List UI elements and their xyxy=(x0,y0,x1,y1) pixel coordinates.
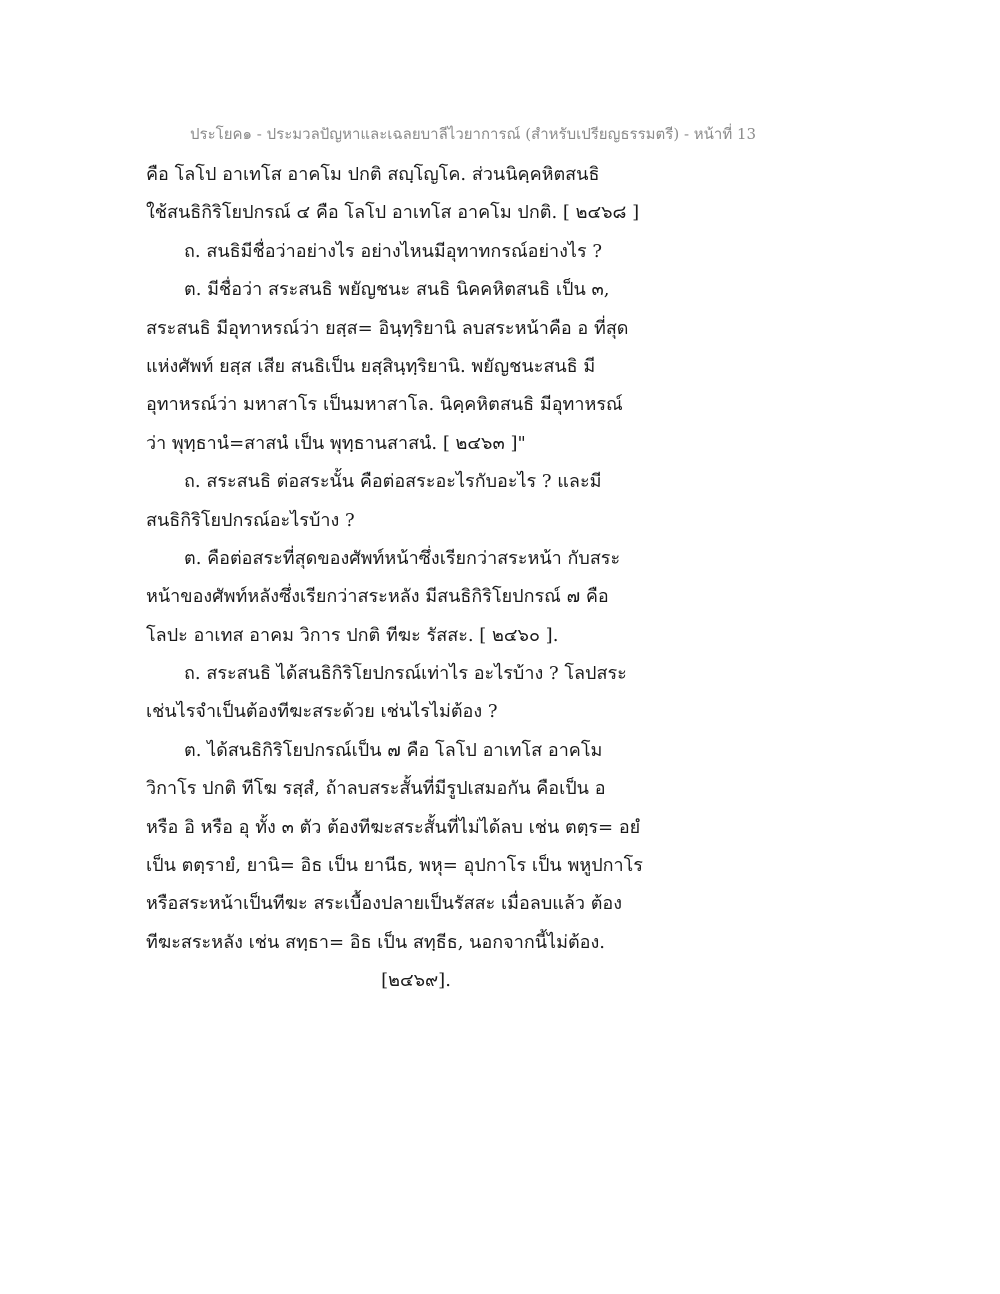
text-line: เช่นไรจำเป็นต้องทีฆะสระด้วย เช่นไรไม่ต้อง ? xyxy=(146,701,498,723)
text-line: หรือ อิ หรือ อุ ทั้ง ๓ ตัว ต้องทีฆะสระสั้นที่ไม่ได้ลบ เช่น ตตฺร= อยํ xyxy=(146,816,641,838)
text-line: ใช้สนธิกิริโยปกรณ์ ๔ คือ โลโป อาเทโส อาคโม ปกติ. [ ๒๔๖๘ ] xyxy=(146,202,640,224)
text-line: อุทาหรณ์ว่า มหาสาโร เป็นมหาสาโล. นิคฺคหิตสนธิ มีอุทาหรณ์ xyxy=(146,394,623,416)
text-line: สนธิกิริโยปกรณ์อะไรบ้าง ? xyxy=(146,509,355,531)
text-line: โลปะ อาเทส อาคม วิการ ปกติ ทีฆะ รัสสะ. [ ๒๔๖๐ ]. xyxy=(146,624,559,646)
text-line: หรือสระหน้าเป็นทีฆะ สระเบื้องปลายเป็นรัสสะ เมื่อลบแล้ว ต้อง xyxy=(146,893,622,915)
text-line: แห่งศัพท์ ยสฺส เสีย สนธิเป็น ยสฺสินฺทฺริยานิ. พยัญชนะสนธิ มี xyxy=(146,355,596,377)
body-text xyxy=(146,156,686,1001)
answer-line: ต. ได้สนธิกิริโยปกรณ์เป็น ๗ คือ โลโป อาเทโส อาคโม xyxy=(184,739,603,761)
text-line: ทีฆะสระหลัง เช่น สทฺธา= อิธ เป็น สทฺธีธ, นอกจากนี้ไม่ต้อง. xyxy=(146,931,605,953)
answer-line: ต. มีชื่อว่า สระสนธิ พยัญชนะ สนธิ นิคคหิตสนธิ เป็น ๓, xyxy=(184,279,610,301)
text-line: เป็น ตตฺรายํ, ยานิ= อิธ เป็น ยานีธ, พหุ= อุปกาโร เป็น พหูปกาโร xyxy=(146,855,643,877)
text-line: หน้าของศัพท์หลังซึ่งเรียกว่าสระหลัง มีสนธิกิริโยปกรณ์ ๗ คือ xyxy=(146,586,609,608)
answer-line: ต. คือต่อสระที่สุดของศัพท์หน้าซึ่งเรียกว่าสระหน้า กับสระ xyxy=(184,547,621,569)
reference-year: [๒๔๖๙]. xyxy=(381,970,451,992)
text-line: ว่า พุทฺธานํ=สาสนํ เป็น พุทฺธานสาสนํ. [ ๒๔๖๓ ]" xyxy=(146,432,526,454)
text-line: วิกาโร ปกติ ทีโฆ รสฺสํ, ถ้าลบสระสั้นที่มีรูปเสมอกัน คือเป็น อ xyxy=(146,778,606,800)
question-line: ถ. สนธิมีชื่อว่าอย่างไร อย่างไหนมีอุทาทกรณ์อย่างไร ? xyxy=(184,240,603,262)
text-line: สระสนธิ มีอุทาหรณ์ว่า ยสฺส= อินฺทฺริยานิ ลบสระหน้าคือ อ ที่สุด xyxy=(146,317,629,339)
text-line: คือ โลโป อาเทโส อาคโม ปกติ สญฺโญโค. ส่วนนิคฺคหิตสนธิ xyxy=(146,164,600,185)
question-line: ถ. สระสนธิ ได้สนธิกิริโยปกรณ์เท่าไร อะไรบ้าง ? โลปสระ xyxy=(184,663,627,685)
running-header: ประโยค๑ - ประมวลปัญหาและเฉลยบาลีไวยาการณ์ (สำหรับเปรียญธรรมตรี) - หน้าที่ 13 xyxy=(190,125,757,143)
question-line: ถ. สระสนธิ ต่อสระนั้น คือต่อสระอะไรกับอะไร ? และมี xyxy=(184,471,602,493)
